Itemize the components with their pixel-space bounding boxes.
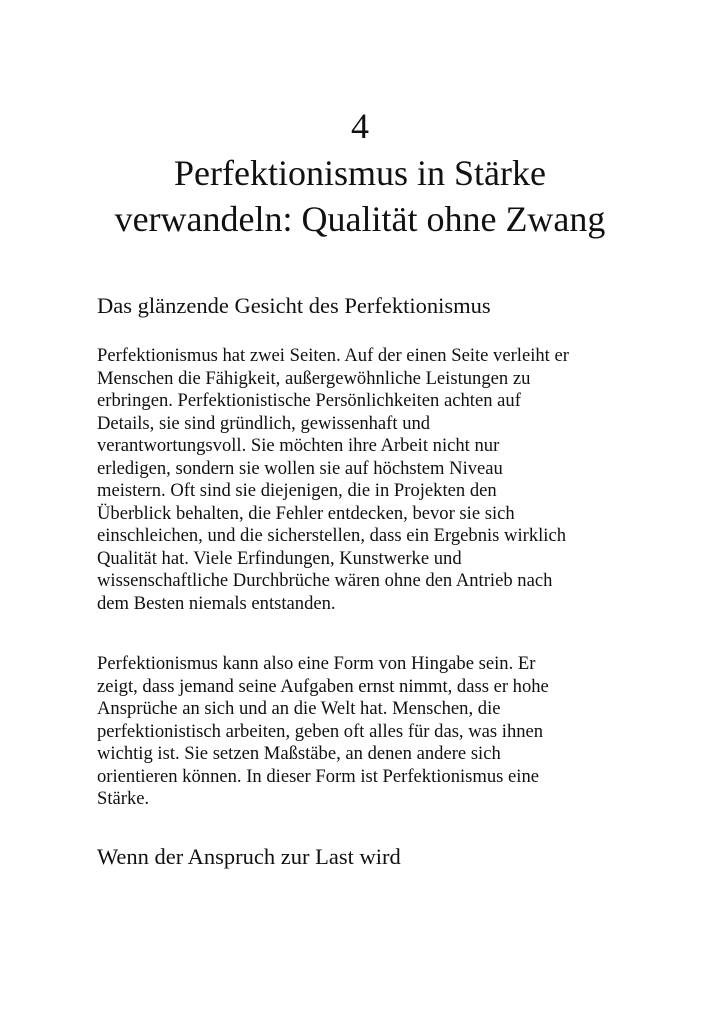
text-line: orientieren können. In dieser Form ist Perfektionismus eine [97, 765, 540, 787]
text-line: Details, sie sind gründlich, gewissenhaft und [97, 412, 431, 434]
text-line: verantwortungsvoll. Sie möchten ihre Arbeit nicht nur [97, 435, 500, 456]
text-line: Qualität hat. Viele Erfindungen, Kunstwerke und [97, 547, 462, 569]
text-line: Ansprüche an sich und an die Welt hat. Menschen, die [97, 698, 501, 719]
text-line: perfektionistisch arbeiten, geben oft alles für das, was ihnen [97, 720, 544, 742]
text-line: erledigen, sondern sie wollen sie auf höchstem Niveau [97, 457, 503, 479]
text-line: Perfektionismus kann also eine Form von Hingabe sein. Er [97, 653, 536, 674]
chapter-title-line: verwandeln: Qualität ohne Zwang [114, 199, 606, 239]
text-line: erbringen. Perfektionistische Persönlichkeiten achten auf [97, 390, 521, 411]
section-heading: Wenn der Anspruch zur Last wird [97, 844, 401, 869]
text-line: wissenschaftliche Durchbrüche wären ohne den Antrieb nach [97, 570, 553, 591]
chapter-number: 4 [351, 106, 369, 146]
text-line: meistern. Oft sind sie diejenigen, die in Projekten den [97, 480, 497, 501]
chapter-title-line: Perfektionismus in Stärke [174, 153, 546, 193]
text-line: wichtig ist. Sie setzen Maßstäbe, an denen andere sich [97, 743, 501, 764]
text-line: dem Besten niemals entstanden. [97, 592, 336, 614]
paragraph [97, 345, 569, 615]
text-line: Überblick behalten, die Fehler entdecken, bevor sie sich [97, 502, 515, 524]
text-line: zeigt, dass jemand seine Aufgaben ernst nimmt, dass er hohe [97, 675, 549, 697]
text-line: einschleichen, und die sicherstellen, dass ein Ergebnis wirklich [97, 525, 567, 546]
paragraph [97, 653, 549, 811]
text-line: Menschen die Fähigkeit, außergewöhnliche Leistungen zu [97, 367, 531, 389]
section-heading: Das glänzende Gesicht des Perfektionismus [97, 293, 491, 318]
text-line: Perfektionismus hat zwei Seiten. Auf der einen Seite verleiht er [97, 345, 569, 366]
chapter-title [0, 150, 720, 242]
text-line: Stärke. [97, 788, 150, 809]
